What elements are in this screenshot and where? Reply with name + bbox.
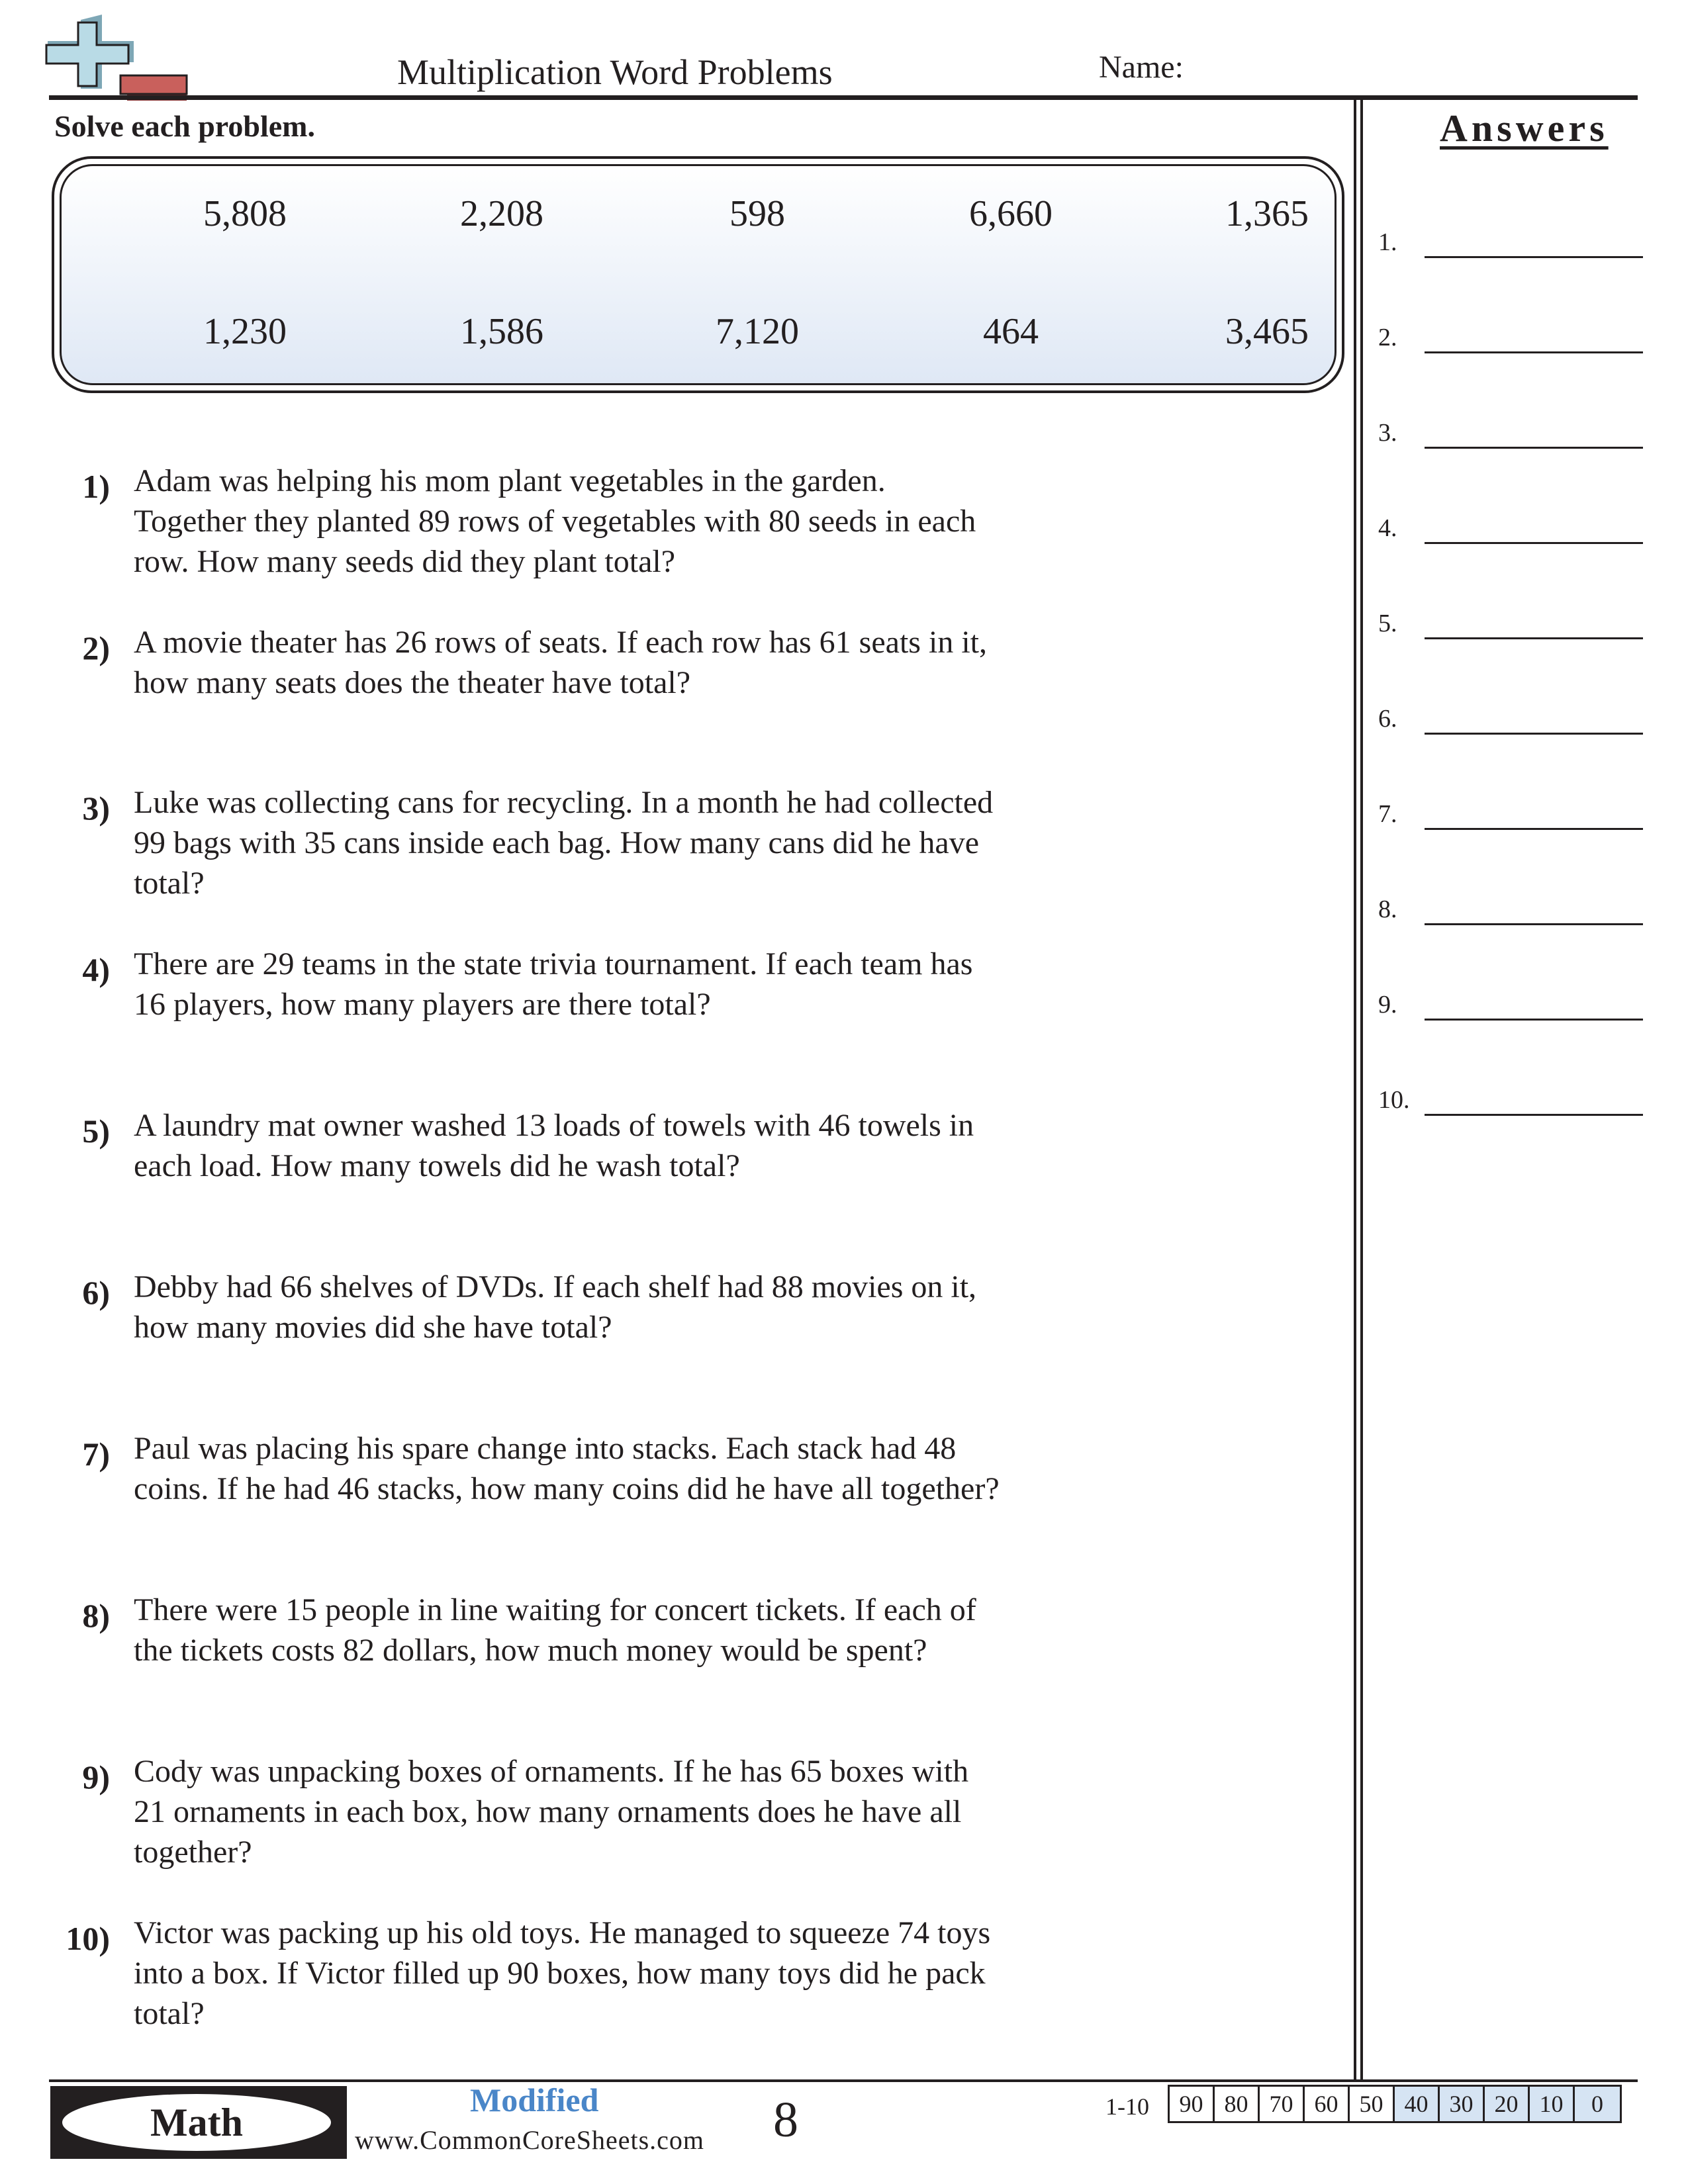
answer-line[interactable] (1425, 256, 1643, 258)
problem-text (134, 782, 1060, 903)
answer-slot-6[interactable] (1378, 695, 1643, 735)
instructions: Solve each problem. (54, 109, 315, 143)
problem-line: Together they planted 89 rows of vegetables with 80 seeds in each (134, 504, 976, 539)
score-cell: 10 (1530, 2087, 1575, 2121)
answer-line[interactable] (1425, 1019, 1643, 1021)
name-label: Name: (1099, 50, 1184, 85)
score-cell: 60 (1305, 2087, 1350, 2121)
problem-text (134, 1590, 1060, 1670)
answer-label: 7. (1378, 800, 1397, 828)
worksheet-title: Multiplication Word Problems (397, 52, 833, 92)
problem-line: Paul was placing his spare change into stacks. Each stack had 48 (134, 1431, 957, 1466)
problem-text (134, 1105, 1060, 1186)
problem-number: 4) (82, 951, 110, 988)
answer-line[interactable] (1425, 351, 1643, 353)
page-number: 8 (773, 2092, 798, 2148)
problem-line: coins. If he had 46 stacks, how many coins did he have all together? (134, 1471, 1000, 1506)
score-cell: 50 (1350, 2087, 1395, 2121)
problem-text (134, 944, 1060, 1024)
problem-line: 21 ornaments in each box, how many ornaments does he have all (134, 1794, 962, 1829)
website-link[interactable]: www.CommonCoreSheets.com (355, 2125, 705, 2155)
answer-line[interactable] (1425, 447, 1643, 449)
answer-slot-4[interactable] (1378, 504, 1643, 544)
problem-line: Cody was unpacking boxes of ornaments. If he has 65 boxes with (134, 1754, 969, 1789)
problem-text (134, 1267, 1060, 1347)
problem-line: total? (134, 866, 205, 901)
problem-line: how many seats does the theater have total? (134, 665, 691, 700)
problem-line: row. How many seeds did they plant total? (134, 544, 676, 579)
answer-slot-7[interactable] (1378, 790, 1643, 830)
score-cell: 20 (1485, 2087, 1530, 2121)
problem-number: 7) (82, 1435, 110, 1473)
bank-number: 1,365 (1225, 193, 1309, 234)
problem-number: 1) (82, 468, 110, 505)
answer-label: 10. (1378, 1086, 1410, 1114)
score-range-label: 1-10 (1105, 2093, 1149, 2120)
subject-badge (50, 2086, 347, 2159)
answer-label: 6. (1378, 705, 1397, 733)
problem-number: 9) (82, 1758, 110, 1796)
bank-number: 2,208 (460, 193, 543, 234)
answer-label: 2. (1378, 324, 1397, 351)
answer-slot-10[interactable] (1378, 1076, 1643, 1116)
problem-line: Luke was collecting cans for recycling. In a month he had collected (134, 785, 994, 820)
answer-line[interactable] (1425, 542, 1643, 544)
problem-text (134, 461, 1060, 582)
answer-line[interactable] (1425, 733, 1643, 735)
answer-bank-inner (60, 164, 1336, 385)
score-cell: 40 (1395, 2087, 1440, 2121)
score-cell: 0 (1575, 2087, 1620, 2121)
problem-number: 6) (82, 1274, 110, 1311)
problem-line: A laundry mat owner washed 13 loads of towels with 46 towels in (134, 1108, 974, 1143)
problem-line: There are 29 teams in the state trivia tournament. If each team has (134, 946, 973, 981)
answer-label: 9. (1378, 991, 1397, 1019)
problem-line: Victor was packing up his old toys. He managed to squeeze 74 toys (134, 1915, 991, 1950)
answer-line[interactable] (1425, 923, 1643, 925)
problem-number: 3) (82, 790, 110, 827)
problem-line: 99 bags with 35 cans inside each bag. How many cans did he have (134, 825, 979, 860)
problem-line: Debby had 66 shelves of DVDs. If each shelf had 88 movies on it, (134, 1269, 977, 1304)
bank-number: 1,586 (460, 311, 543, 352)
problem-line: A movie theater has 26 rows of seats. If each row has 61 seats in it, (134, 625, 987, 660)
answer-line[interactable] (1425, 1114, 1643, 1116)
answer-label: 3. (1378, 419, 1397, 447)
answer-column-divider (1354, 99, 1363, 2079)
problem-number: 10) (66, 1920, 110, 1957)
problem-text (134, 1428, 1060, 1509)
bank-number: 464 (983, 311, 1039, 352)
problem-line: the tickets costs 82 dollars, how much money would be spent? (134, 1633, 927, 1668)
bank-number: 598 (729, 193, 785, 234)
problem-line: There were 15 people in line waiting for concert tickets. If each of (134, 1592, 976, 1627)
subject-label: Math (62, 2094, 331, 2151)
footer-rule (49, 2079, 1638, 2082)
answer-label: 1. (1378, 228, 1397, 256)
problem-line: 16 players, how many players are there total? (134, 987, 711, 1022)
problem-text (134, 622, 1060, 703)
problem-line: into a box. If Victor filled up 90 boxes, how many toys did he pack (134, 1956, 986, 1991)
problem-number: 8) (82, 1597, 110, 1634)
score-cell: 30 (1440, 2087, 1485, 2121)
score-cell: 70 (1260, 2087, 1305, 2121)
answer-label: 5. (1378, 610, 1397, 637)
bank-number: 7,120 (716, 311, 799, 352)
answer-label: 8. (1378, 895, 1397, 923)
plus-minus-logo-icon (41, 15, 193, 101)
answer-bank (52, 156, 1344, 393)
bank-number: 5,808 (203, 193, 287, 234)
header-rule (49, 95, 1638, 100)
problem-line: Adam was helping his mom plant vegetables in the garden. (134, 463, 886, 498)
answers-heading: Answers (1440, 107, 1609, 150)
answer-slot-8[interactable] (1378, 886, 1643, 925)
answer-slot-9[interactable] (1378, 981, 1643, 1021)
bank-number: 6,660 (969, 193, 1053, 234)
score-cell: 80 (1215, 2087, 1260, 2121)
score-cell: 90 (1170, 2087, 1215, 2121)
answer-slot-2[interactable] (1378, 314, 1643, 353)
answer-label: 4. (1378, 514, 1397, 542)
problem-number: 5) (82, 1113, 110, 1150)
modified-label: Modified (470, 2081, 599, 2118)
problem-line: total? (134, 1996, 205, 2031)
answer-line[interactable] (1425, 637, 1643, 639)
problem-number: 2) (82, 629, 110, 666)
bank-number: 1,230 (203, 311, 287, 352)
problem-line: how many movies did she have total? (134, 1310, 612, 1345)
problem-line: together? (134, 1835, 252, 1870)
answer-line[interactable] (1425, 828, 1643, 830)
score-table (1168, 2085, 1622, 2123)
answer-slot-1[interactable] (1378, 218, 1643, 258)
answer-slot-3[interactable] (1378, 409, 1643, 449)
problem-text (134, 1913, 1060, 2034)
bank-number: 3,465 (1225, 311, 1309, 352)
problem-text (134, 1751, 1060, 1872)
answer-slot-5[interactable] (1378, 600, 1643, 639)
problem-line: each load. How many towels did he wash total? (134, 1148, 740, 1183)
